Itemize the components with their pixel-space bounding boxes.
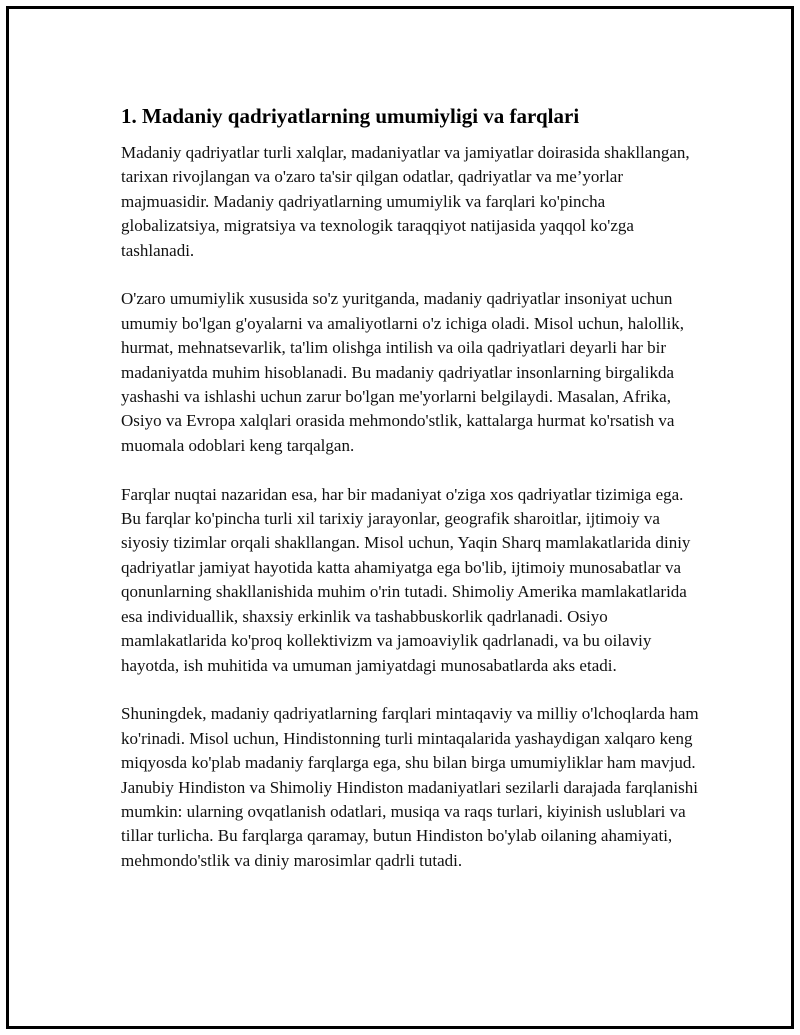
page-frame	[6, 6, 794, 1029]
section-heading: 1. Madaniy qadriyatlarning umumiyligi va farqlari	[121, 104, 580, 128]
paragraph-4: Shuningdek, madaniy qadriyatlarning farqlari mintaqaviy va milliy o'lchoqlarda ham ko'rinadi. Misol uchun, Hindistonning turli mintaqalarida yashaydigan xalqaro keng miqyosda ko'plab madaniy farqlarga ega, shu bilan birga umumiyliklar ham mavjud. Janubiy Hindiston va Shimoliy Hindiston madaniyatlari sezilarli darajada farqlanishi mumkin: ularning ovqatlanish odatlari, musiqa va raqs turlari, kiyinish uslublari va tillar turlicha. Bu farqlarga qaramay, butun Hindiston bo'ylab oilaning ahamiyati, mehmondo'stlik va diniy marosimlar qadrli tutadi.	[121, 704, 699, 870]
paragraph-2: O'zaro umumiylik xususida so'z yuritganda, madaniy qadriyatlar insoniyat uchun umumiy bo'lgan g'oyalarni va amaliyotlarni o'z ichiga oladi. Misol uchun, halollik, hurmat, mehnatsevarlik, ta'lim olishga intilish va oila qadriyatlari deyarli har bir madaniyatda muhim hisoblanadi. Bu madaniy qadriyatlar insonlarning birgalikda yashashi va ishlashi uchun zarur bo'lgan me'yorlarni belgilaydi. Masalan, Afrika, Osiyo va Evropa xalqlari orasida mehmondo'stlik, kattalarga hurmat ko'rsatish va muomala odoblari keng tarqalgan.	[121, 289, 684, 455]
paragraph-3: Farqlar nuqtai nazaridan esa, har bir madaniyat o'ziga xos qadriyatlar tizimiga ega. Bu farqlar ko'pincha turli xil tarixiy jarayonlar, geografik sharoitlar, ijtimoiy va siyosiy tizimlar orqali shakllangan. Misol uchun, Yaqin Sharq mamlakatlarida diniy qadriyatlar jamiyat hayotida katta ahamiyatga ega bo'lib, ijtimoiy munosabatlar va qonunlarning shakllanishida muhim o'rin tutadi. Shimoliy Amerika mamlakatlarida esa individuallik, shaxsiy erkinlik va tashabbuskorlik qadrlanadi. Osiyo mamlakatlarida ko'proq kollektivizm va jamoaviylik qadrlanadi, va bu oilaviy hayotda, ish muhitida va umuman jamiyatdagi munosabatlarda aks etadi.	[121, 484, 691, 675]
document-body	[121, 103, 701, 898]
paragraph-1: Madaniy qadriyatlar turli xalqlar, madaniyatlar va jamiyatlar doirasida shakllangan, tarixan rivojlangan va o'zaro ta'sir qilgan odatlar, qadriyatlar va me’yorlar majmuasidir. Madaniy qadriyatlarning umumiylik va farqlari ko'pincha globalizatsiya, migratsiya va texnologik taraqqiyot natijasida yaqqol ko'zga tashlanadi.	[121, 143, 690, 260]
